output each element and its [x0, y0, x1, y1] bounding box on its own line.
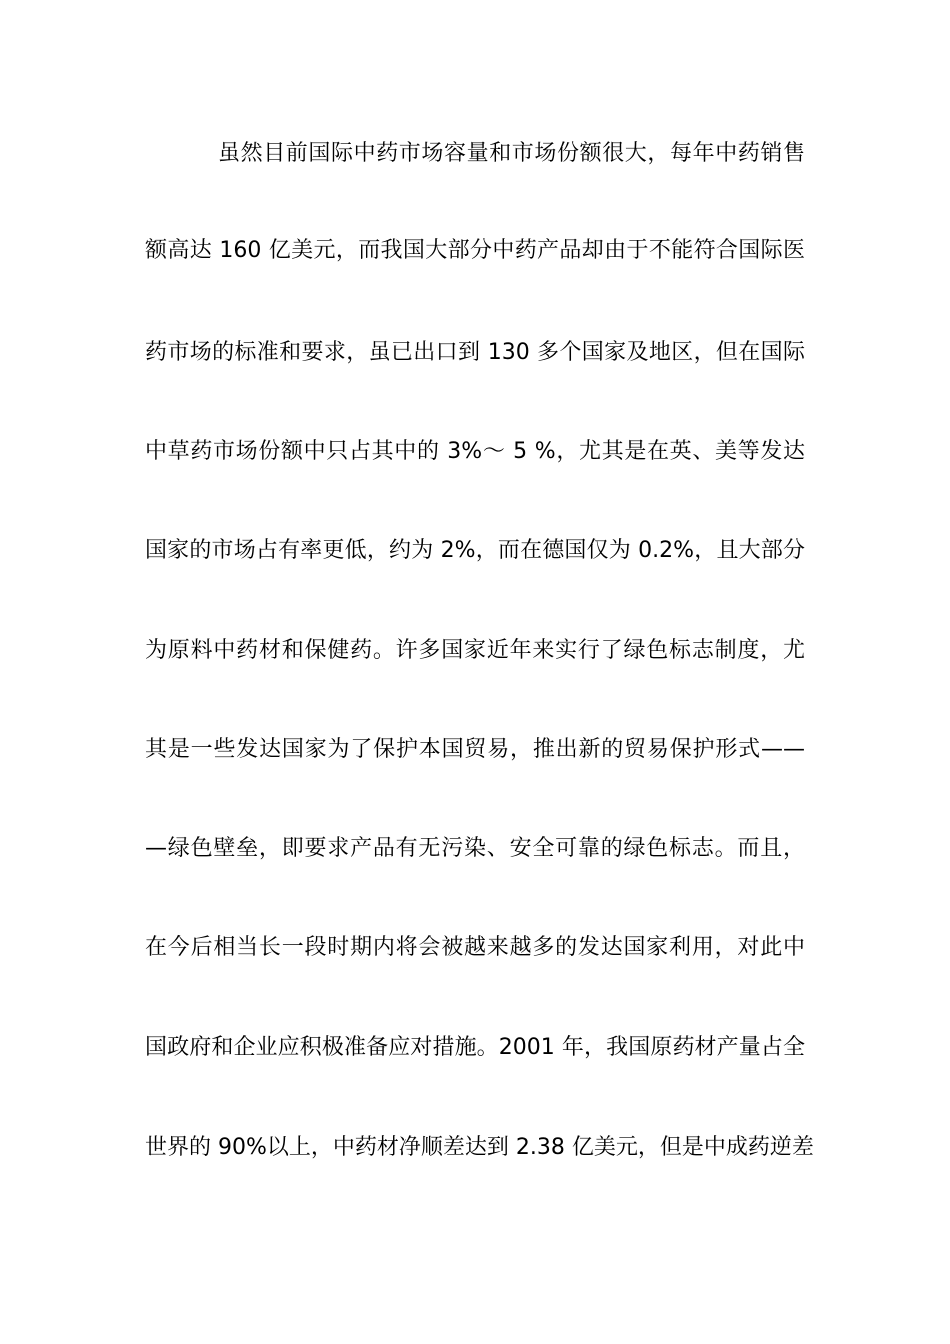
paragraph-line-8: —绿色壁垒，即要求产品有无污染、安全可靠的绿色标志。而且，	[145, 836, 805, 861]
paragraph-line-3: 药市场的标准和要求，虽已出口到 130 多个国家及地区，但在国际	[145, 340, 805, 365]
paragraph-line-4: 中草药市场份额中只占其中的 3%～ 5 %，尤其是在英、美等发达	[145, 439, 805, 464]
paragraph-line-10: 国政府和企业应积极准备应对措施。2001 年，我国原药材产量占全	[145, 1035, 805, 1060]
paragraph-line-9: 在今后相当长一段时期内将会被越来越多的发达国家利用，对此中	[145, 935, 805, 960]
paragraph-line-2: 额高达 160 亿美元，而我国大部分中药产品却由于不能符合国际医	[145, 238, 805, 263]
paragraph-line-7: 其是一些发达国家为了保护本国贸易，推出新的贸易保护形式——	[145, 737, 805, 762]
paragraph-line-1: 虽然目前国际中药市场容量和市场份额很大，每年中药销售	[218, 141, 805, 166]
paragraph-line-6: 为原料中药材和保健药。许多国家近年来实行了绿色标志制度，尤	[145, 638, 805, 663]
paragraph-line-5: 国家的市场占有率更低，约为 2%，而在德国仅为 0.2%，且大部分	[145, 538, 805, 563]
paragraph-line-11: 世界的 90%以上，中药材净顺差达到 2.38 亿美元，但是中成药逆差	[145, 1135, 814, 1160]
